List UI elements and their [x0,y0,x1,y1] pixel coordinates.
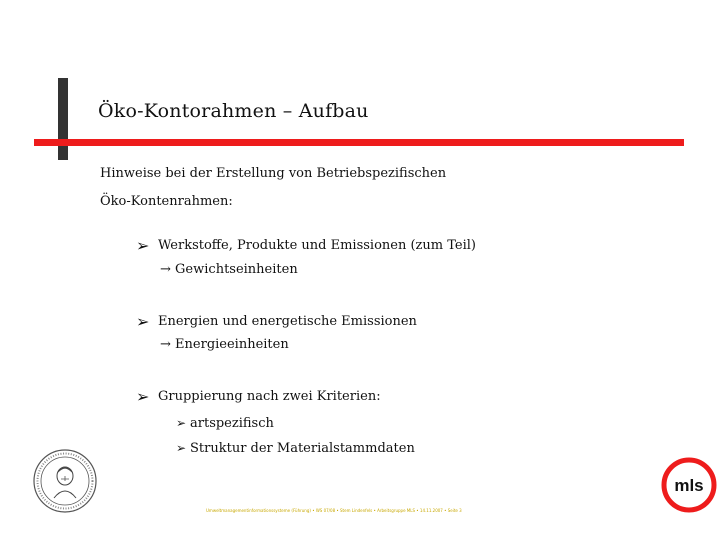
bullet-1-sub-text: Gewichtseinheiten [175,262,298,277]
arrowhead-bullet-icon: ➢ [136,312,150,331]
arrowhead-bullet-icon: ➢ [176,416,187,430]
intro-line-2: Öko-Kontenrahmen: [100,194,233,209]
bullet-2-text: Energien und energetische Emissionen [158,314,417,329]
bullet-3-sub-1 [176,416,274,431]
intro-line-1: Hinweise bei der Erstellung von Betriebspezifischen [100,166,447,181]
bullet-3-sub-2 [176,441,415,456]
bullet-1 [136,238,476,254]
right-arrow-icon: → [160,337,171,352]
bullet-3 [136,389,381,405]
bullet-1-text: Werkstoffe, Produkte und Emissionen (zum Teil) [158,238,476,253]
intro-text [100,160,446,216]
bullet-2-sub-text: Energieeinheiten [175,337,289,352]
bullet-3-text: Gruppierung nach zwei Kriterien: [158,389,381,404]
arrowhead-bullet-icon: ➢ [136,387,150,406]
slide-title: Öko-Kontorahmen – Aufbau [98,100,369,122]
bullet-3-sub-2-text: Struktur der Materialstammdaten [190,441,415,456]
title-underline-bar [34,139,684,146]
bullet-2 [136,314,417,330]
bullet-3-sub-1-text: artspezifisch [190,416,274,431]
mls-logo-text: mls [674,476,704,495]
mls-logo [660,456,718,514]
arrowhead-bullet-icon: ➢ [136,236,150,255]
bullet-1-sub [160,262,298,277]
footer-text: Umweltmanagementinformationssysteme (Führung) • WS 07/08 • Stem Lindenfels • Arbeitsgruppe MLS • 14.11.2007 • Seite 3 [206,508,462,513]
university-seal-logo [32,448,98,514]
right-arrow-icon: → [160,262,171,277]
arrowhead-bullet-icon: ➢ [176,441,187,455]
title-vertical-bar [58,78,68,160]
bullet-2-sub [160,337,289,352]
